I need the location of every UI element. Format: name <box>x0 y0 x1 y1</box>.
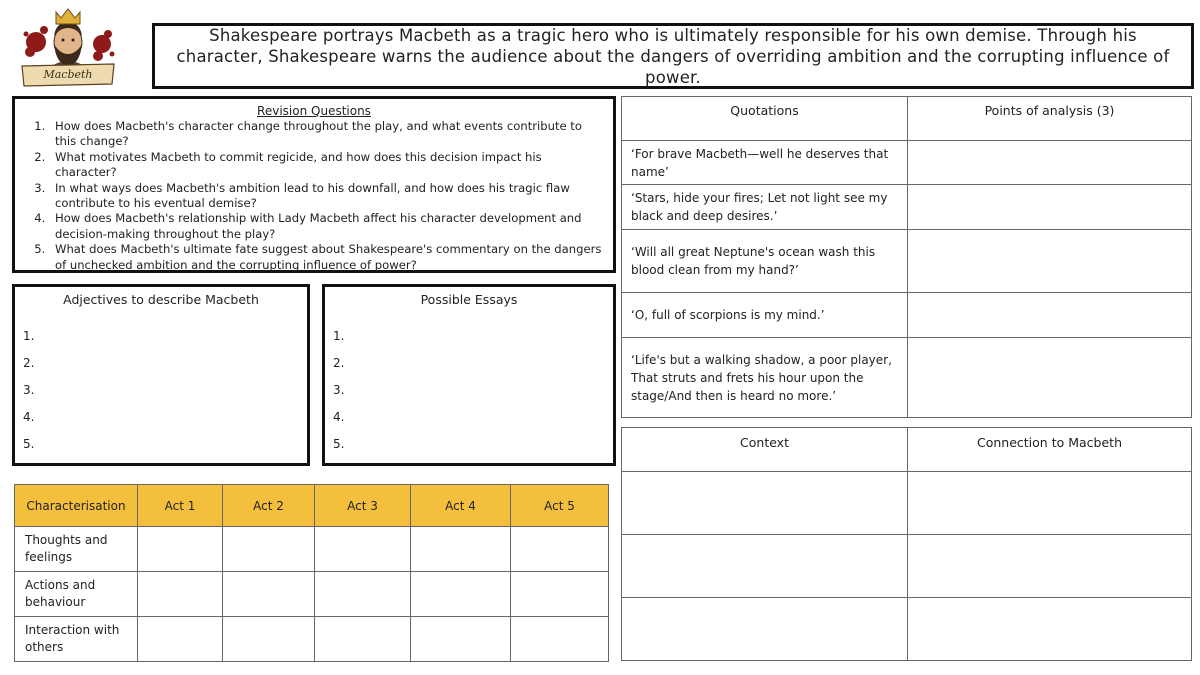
table-row <box>622 185 1192 230</box>
table-cell[interactable] <box>223 572 315 617</box>
analysis-cell[interactable] <box>908 141 1192 185</box>
revision-question: 5. What does Macbeth's ultimate fate suggest about Shakespeare's commentary on the dangers of unchecked ambition and the corrupting influence of power? <box>49 242 605 273</box>
revision-question-list <box>23 119 605 273</box>
table-cell[interactable] <box>315 527 411 572</box>
quotations-header: Quotations <box>622 97 908 141</box>
connection-header: Connection to Macbeth <box>908 428 1192 472</box>
logo-label: Macbeth <box>43 68 93 81</box>
quotations-header-row <box>622 97 1192 141</box>
table-row <box>622 141 1192 185</box>
act-header: Act 5 <box>511 485 609 527</box>
row-label: Interaction with others <box>15 617 138 662</box>
table-row <box>15 617 609 662</box>
context-table <box>621 427 1192 661</box>
essay-line[interactable]: 2. <box>333 356 345 370</box>
essays-heading: Possible Essays <box>420 292 518 307</box>
table-cell[interactable] <box>411 617 511 662</box>
analysis-cell[interactable] <box>908 230 1192 293</box>
table-cell[interactable] <box>223 617 315 662</box>
essays-list <box>333 329 605 464</box>
quotation-cell: ‘Will all great Neptune's ocean wash this blood clean from my hand?’ <box>622 230 908 293</box>
analysis-cell[interactable] <box>908 338 1192 418</box>
thesis-text: Shakespeare portrays Macbeth as a tragic hero who is ultimately responsible for his own demise. Through his character, Shakespeare warns the audience about the dangers of overriding ambition and the corrupting influence of power. <box>176 25 1170 87</box>
essay-line[interactable]: 1. <box>333 329 345 343</box>
adjective-line[interactable]: 1. <box>23 329 35 343</box>
table-row <box>622 472 1192 535</box>
table-cell[interactable] <box>138 572 223 617</box>
row-label: Actions and behaviour <box>15 572 138 617</box>
table-cell[interactable] <box>138 527 223 572</box>
quotation-cell: ‘Stars, hide your fires; Let not light see my black and deep desires.’ <box>622 185 908 230</box>
table-cell[interactable] <box>411 527 511 572</box>
table-cell[interactable] <box>511 527 609 572</box>
revision-question: 2. What motivates Macbeth to commit regicide, and how does this decision impact his character? <box>49 150 605 181</box>
table-row <box>622 230 1192 293</box>
adjectives-list <box>23 329 299 464</box>
table-cell[interactable] <box>315 572 411 617</box>
revision-question: 1. How does Macbeth's character change throughout the play, and what events contribute to this change? <box>49 119 605 150</box>
essay-line[interactable]: 4. <box>333 410 345 424</box>
adjective-line[interactable]: 5. <box>23 437 35 451</box>
possible-essays-panel <box>322 284 616 466</box>
act-header: Act 3 <box>315 485 411 527</box>
table-row <box>15 572 609 617</box>
revision-questions-panel <box>12 96 616 273</box>
quotation-cell: ‘Life's but a walking shadow, a poor player, That struts and frets his hour upon the stage/And then is heard no more.’ <box>622 338 908 418</box>
context-header: Context <box>622 428 908 472</box>
characterisation-header: Characterisation <box>15 485 138 527</box>
table-cell[interactable] <box>411 572 511 617</box>
revision-heading: Revision Questions <box>257 104 371 118</box>
connection-cell[interactable] <box>908 472 1192 535</box>
context-header-row <box>622 428 1192 472</box>
essay-line[interactable]: 3. <box>333 383 345 397</box>
quotations-table <box>621 96 1192 418</box>
revision-question: 3. In what ways does Macbeth's ambition lead to his downfall, and how does his tragic flaw contribute to his eventual demise? <box>49 181 605 212</box>
table-cell[interactable] <box>315 617 411 662</box>
act-header: Act 4 <box>411 485 511 527</box>
analysis-cell[interactable] <box>908 185 1192 230</box>
connection-cell[interactable] <box>908 598 1192 661</box>
characterisation-header-row <box>15 485 609 527</box>
quotation-cell: ‘O, full of scorpions is my mind.’ <box>622 293 908 338</box>
quotation-cell: ‘For brave Macbeth—well he deserves that name’ <box>622 141 908 185</box>
revision-question: 4. How does Macbeth's relationship with Lady Macbeth affect his character development and decision-making throughout the play? <box>49 211 605 242</box>
table-cell[interactable] <box>223 527 315 572</box>
analysis-cell[interactable] <box>908 293 1192 338</box>
context-cell[interactable] <box>622 535 908 598</box>
table-row <box>622 293 1192 338</box>
table-row <box>622 535 1192 598</box>
table-row <box>622 598 1192 661</box>
adjective-line[interactable]: 3. <box>23 383 35 397</box>
context-cell[interactable] <box>622 598 908 661</box>
table-cell[interactable] <box>138 617 223 662</box>
table-row <box>15 527 609 572</box>
context-cell[interactable] <box>622 472 908 535</box>
essay-line[interactable]: 5. <box>333 437 345 451</box>
macbeth-logo <box>18 4 118 90</box>
adjective-line[interactable]: 4. <box>23 410 35 424</box>
adjectives-heading: Adjectives to describe Macbeth <box>63 292 259 307</box>
table-cell[interactable] <box>511 617 609 662</box>
analysis-header: Points of analysis (3) <box>908 97 1192 141</box>
table-row <box>622 338 1192 418</box>
thesis-banner <box>152 23 1194 89</box>
row-label: Thoughts and feelings <box>15 527 138 572</box>
act-header: Act 2 <box>223 485 315 527</box>
adjectives-panel <box>12 284 310 466</box>
connection-cell[interactable] <box>908 535 1192 598</box>
characterisation-table <box>14 484 609 662</box>
adjective-line[interactable]: 2. <box>23 356 35 370</box>
table-cell[interactable] <box>511 572 609 617</box>
act-header: Act 1 <box>138 485 223 527</box>
